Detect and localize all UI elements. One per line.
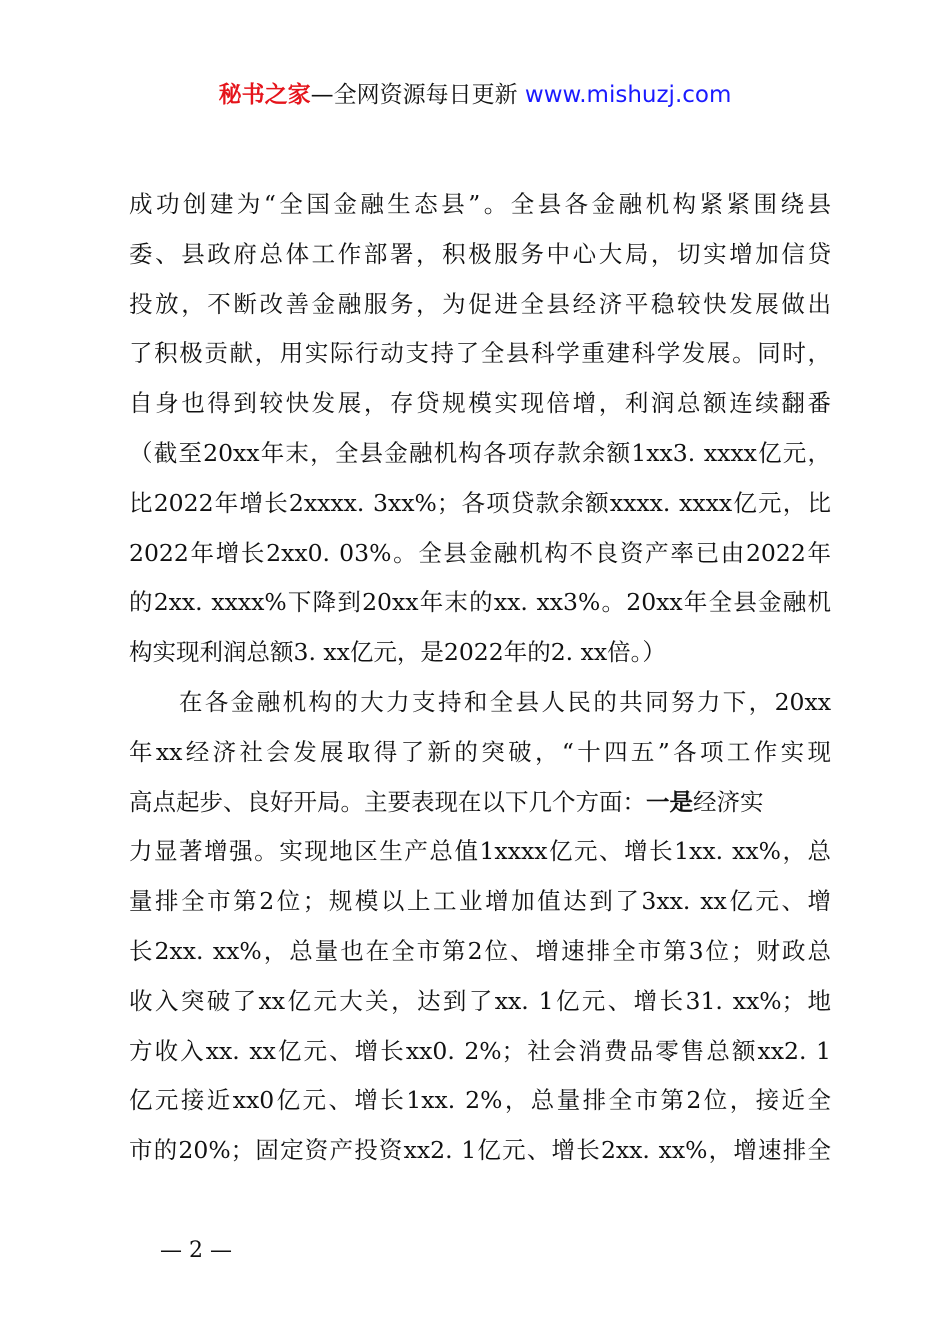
- text-line: 亿元接近xx0亿元、增长1xx. 2%，总量排全市第2位，接近全: [129, 1086, 831, 1115]
- text-line: （截至20xx年末，全县金融机构各项存款余额1xx3. xxxx亿元，: [129, 438, 831, 467]
- header-slogan: —全网资源每日更新: [310, 82, 525, 108]
- text-line: 长2xx. xx%，总量也在全市第2位、增速排全市第3位；财政总: [129, 936, 831, 965]
- document-body: [129, 180, 831, 1176]
- site-url[interactable]: www.mishuzj.com: [524, 82, 732, 108]
- text-line: 收入突破了xx亿元大关，达到了xx. 1亿元、增长31. xx%；地: [129, 986, 831, 1015]
- text-line-with-emphasis: [129, 778, 831, 828]
- text-line: 委、县政府总体工作部署，积极服务中心大局，切实增加信贷: [129, 239, 831, 268]
- text-line: 的2xx. xxxx%下降到20xx年末的xx. xx3%。20xx年全县金融机: [129, 588, 831, 617]
- text-line: 方收入xx. xx亿元、增长xx0. 2%；社会消费品零售总额xx2. 1: [129, 1036, 831, 1065]
- text-line: 2022年增长2xx0. 03%。全县金融机构不良资产率已由2022年: [129, 538, 831, 567]
- text-line: 比2022年增长2xxxx. 3xx%；各项贷款余额xxxx. xxxx亿元，比: [129, 488, 831, 517]
- emphasis-text: 一是: [646, 787, 693, 816]
- text-line: 投放，不断改善金融服务，为促进全县经济平稳较快发展做出: [129, 289, 831, 318]
- page-number: — 2 —: [160, 1238, 232, 1263]
- paragraph-start-line: 在各金融机构的大力支持和全县人民的共同努力下，20xx: [179, 687, 831, 716]
- text-line: 自身也得到较快发展，存贷规模实现倍增，利润总额连续翻番: [129, 389, 831, 418]
- brand-name: 秘书之家: [218, 82, 311, 108]
- text-line: 构实现利润总额3. xx亿元，是2022年的2. xx倍。）: [129, 638, 666, 667]
- text-line: 力显著增强。实现地区生产总值1xxxx亿元、增长1xx. xx%，总: [129, 837, 831, 866]
- text-line: 市的20%；固定资产投资xx2. 1亿元、增长2xx. xx%，增速排全: [129, 1136, 831, 1165]
- text-segment: 高点起步、良好开局。主要表现在以下几个方面：: [129, 787, 646, 816]
- text-segment: 经济实: [693, 787, 764, 816]
- text-line: 量排全市第2位；规模以上工业增加值达到了3xx. xx亿元、增: [129, 887, 831, 916]
- text-line: 年xx经济社会发展取得了新的突破，“十四五”各项工作实现: [129, 737, 831, 766]
- site-header: [0, 78, 950, 112]
- text-line: 成功创建为“全国金融生态县”。全县各金融机构紧紧围绕县: [129, 190, 831, 218]
- text-line: 了积极贡献，用实际行动支持了全县科学重建科学发展。同时，: [129, 339, 831, 368]
